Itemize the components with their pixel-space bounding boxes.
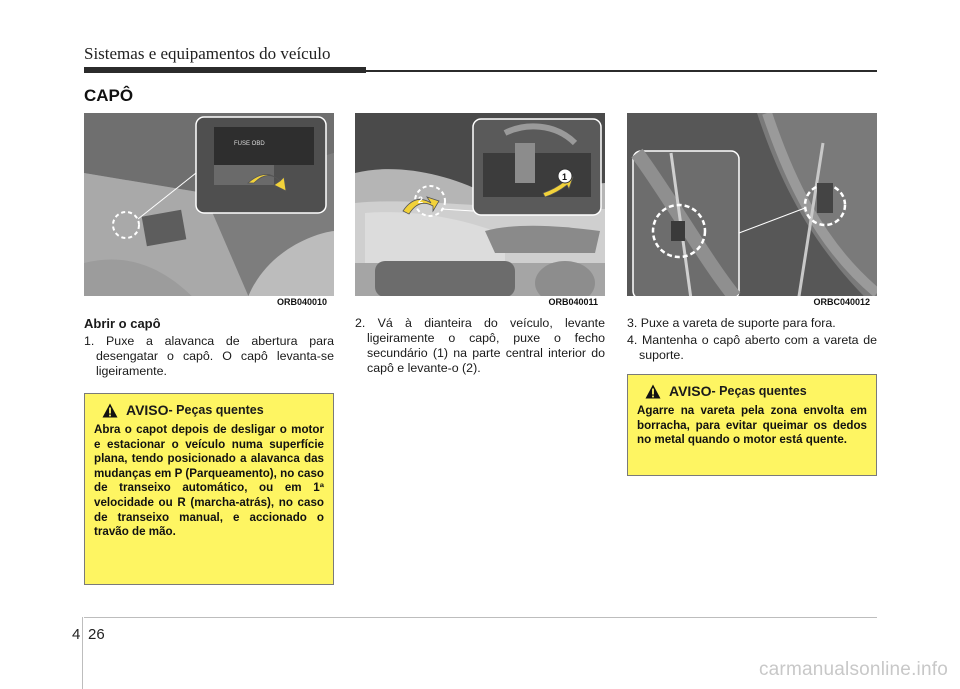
figure-code: ORB040010 bbox=[274, 297, 330, 307]
step-1: 1. Puxe a alavanca de abertura para desengatar o capô. O capô levanta-se ligeiramente. bbox=[84, 334, 334, 378]
warning-triangle-icon bbox=[645, 384, 661, 399]
warning-heading bbox=[102, 402, 324, 418]
column-3 bbox=[627, 316, 877, 365]
section-title: CAPÔ bbox=[84, 86, 134, 105]
step-2: 2. Vá à dianteira do veículo, levante ligeiramente o capô, puxe o fecho secundário (1) na parte central interior do capô e levante-o (2). bbox=[355, 316, 605, 375]
subheading-open-hood: Abrir o capô bbox=[84, 316, 161, 331]
figure-code: ORBC040012 bbox=[810, 297, 873, 307]
warning-body: Abra o capot depois de desligar o motor e estacionar o veículo numa superfície plana, tendo posicionado a alavanca das mudanças em P (Parqueamento), no caso de transeixo automático, ou em 1ª velocidade ou R (marcha-atrás), no caso de transeixo manual, e accionado o travão de mão. bbox=[94, 423, 324, 539]
step-4: 4. Mantenha o capô aberto com a vareta de suporte. bbox=[627, 333, 877, 362]
footer-divider bbox=[82, 617, 83, 689]
warning-box-hot-parts bbox=[84, 393, 334, 585]
page-number: 26 bbox=[88, 626, 105, 643]
callout-2: 2 bbox=[418, 195, 424, 205]
warning-body: Agarre na vareta pela zona envolta em borracha, para evitar queimar os dedos no metal quando o motor está quente. bbox=[637, 404, 867, 447]
warning-subtitle: - Peças quentes bbox=[711, 384, 807, 398]
warning-subtitle: - Peças quentes bbox=[168, 403, 264, 417]
footer-rule bbox=[84, 617, 877, 618]
column-1 bbox=[84, 316, 334, 381]
svg-text:FUSE OBD: FUSE OBD bbox=[234, 141, 265, 147]
car-front-illustration bbox=[355, 113, 605, 309]
step-3: 3. Puxe a vareta de suporte para fora. bbox=[627, 316, 836, 330]
warning-heading bbox=[645, 383, 867, 399]
watermark: carmanualsonline.info bbox=[758, 659, 948, 680]
header-title: Sistemas e equipamentos do veículo bbox=[84, 44, 331, 63]
header-rule bbox=[84, 67, 366, 73]
warning-box-support-rod bbox=[627, 374, 877, 476]
warning-title: AVISO bbox=[126, 402, 169, 418]
figure-support-rod bbox=[627, 113, 877, 309]
figure-hood-release-lever bbox=[84, 113, 334, 309]
warning-triangle-icon bbox=[102, 403, 118, 418]
figure-secondary-latch bbox=[355, 113, 605, 309]
hood-release-illustration bbox=[84, 113, 334, 309]
header-rule-thin bbox=[366, 70, 877, 72]
column-2 bbox=[355, 316, 605, 378]
support-rod-illustration bbox=[627, 113, 877, 309]
callout-1: 1 bbox=[562, 172, 568, 182]
figure-code: ORB040011 bbox=[545, 297, 601, 307]
chapter-number: 4 bbox=[72, 626, 81, 643]
warning-title: AVISO bbox=[669, 383, 712, 399]
